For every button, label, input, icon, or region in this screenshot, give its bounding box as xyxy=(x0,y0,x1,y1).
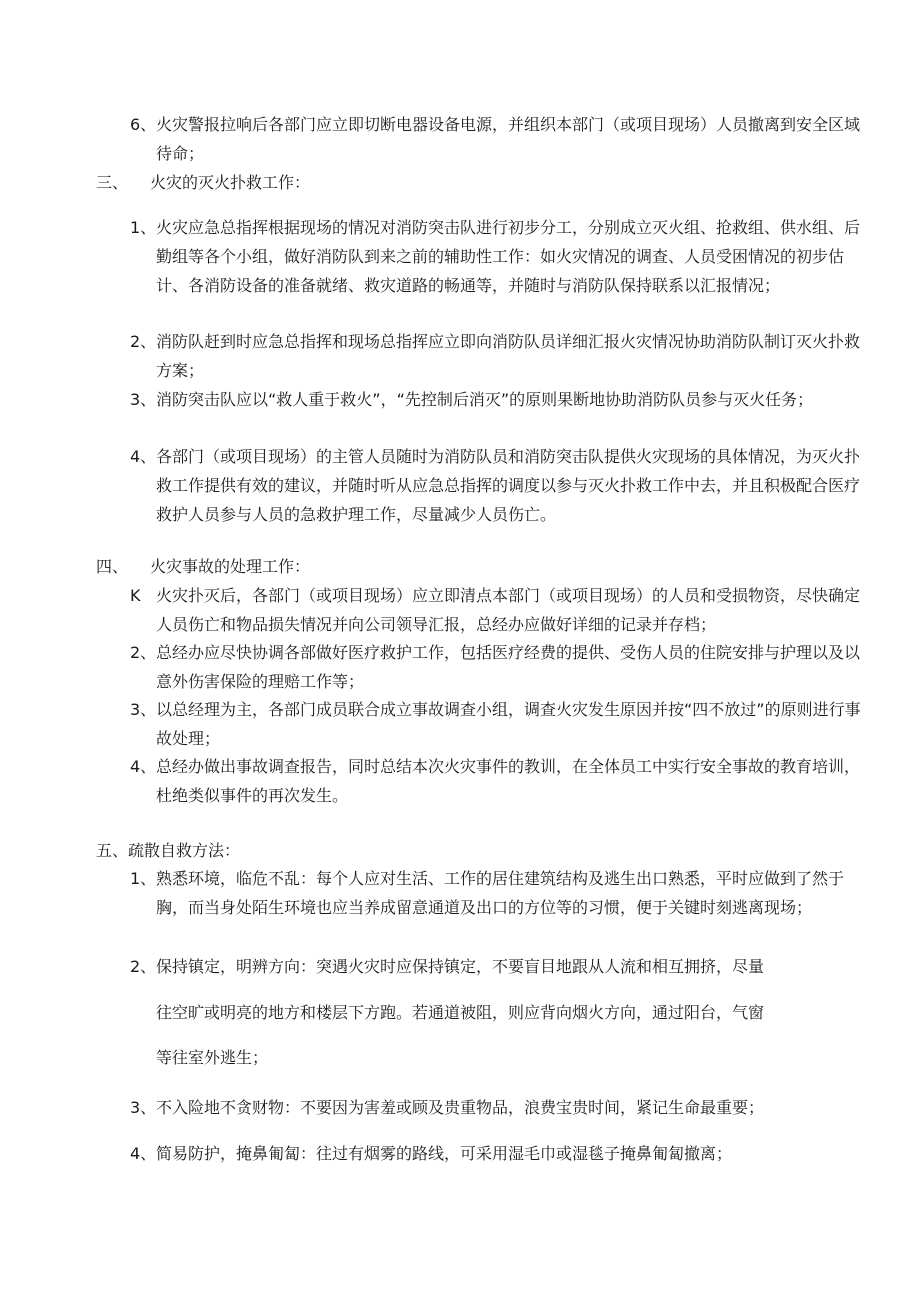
item-number: 4、 xyxy=(130,757,157,776)
section-title: 火灾事故的处理工作： xyxy=(150,557,311,576)
item-number: 2、 xyxy=(130,332,157,351)
item-text-line-1: 保持镇定，明辨方向：突遇火灾时应保持镇定，不要盲目地跟从人流和相互拥挤，尽量 xyxy=(156,957,765,976)
list-item-s3-1 xyxy=(130,213,866,300)
item-text-line-2: 往空旷或明亮的地方和楼层下方跑。若通道被阻，则应背向烟火方向，通过阳台，气窗 xyxy=(156,1003,765,1022)
item-number: 4、 xyxy=(130,1144,157,1163)
item-text: 不入险地不贪财物：不要因为害羞或顾及贵重物品，浪费宝贵时间，紧记生命最重要； xyxy=(156,1098,765,1117)
item-text: 以总经理为主，各部门成员联合成立事故调查小组，调查火灾发生原因并按“四不放过”的原则进行事故处理； xyxy=(156,700,861,748)
item-number: 1、 xyxy=(130,869,157,888)
item-text: 火灾扑灭后，各部门（或项目现场）应立即清点本部门（或项目现场）的人员和受损物资，尽快确定人员伤亡和物品损失情况并向公司领导汇报，总经办应做好详细的记录并存档； xyxy=(156,586,861,634)
section-number: 四、 xyxy=(96,557,129,576)
section-title: 五、疏散自救方法： xyxy=(96,841,241,860)
item-number: 3、 xyxy=(130,390,157,409)
list-item-s5-3 xyxy=(130,1093,866,1122)
section-number: 三、 xyxy=(96,173,129,192)
item-text: 火灾警报拉响后各部门应立即切断电器设备电源，并组织本部门（或项目现场）人员撤离到安全区域待命； xyxy=(156,115,861,163)
section-heading-3 xyxy=(96,168,310,197)
section-heading-4 xyxy=(96,552,310,581)
item-number: 2、 xyxy=(130,643,157,662)
item-number: 4、 xyxy=(130,447,157,466)
list-item-s5-4 xyxy=(130,1139,866,1168)
item-number: 6、 xyxy=(130,115,157,134)
item-number: 2、 xyxy=(130,957,157,976)
item-number: 3、 xyxy=(130,700,157,719)
item-number: K xyxy=(130,586,141,605)
item-text: 熟悉环境，临危不乱：每个人应对生活、工作的居住建筑结构及逃生出口熟悉，平时应做到了然于胸，而当身处陌生环境也应当养成留意通道及出口的方位等的习惯，便于关键时刻逃离现场； xyxy=(156,869,845,917)
list-item-s4-3 xyxy=(130,695,866,753)
list-item-s5-2 xyxy=(130,952,866,981)
section-title: 火灾的灭火扑救工作： xyxy=(150,173,311,192)
item-text: 总经办做出事故调查报告，同时总结本次火灾事件的教训，在全体员工中实行安全事故的教育培训，杜绝类似事件的再次发生。 xyxy=(156,757,861,805)
list-item-s3-3 xyxy=(130,385,866,414)
item-text: 总经办应尽快协调各部做好医疗救护工作，包括医疗经费的提供、受伤人员的住院安排与护理以及以意外伤害保险的理赔工作等； xyxy=(156,643,861,691)
item-text: 简易防护，掩鼻匍匐：往过有烟雾的路线，可采用湿毛巾或湿毯子掩鼻匍匐撤离； xyxy=(156,1144,733,1163)
item-text: 消防队赶到时应急总指挥和现场总指挥应立即向消防队员详细汇报火灾情况协助消防队制订灭火扑救方案； xyxy=(156,332,861,380)
item-text: 消防突击队应以“救人重于救火”，“先控制后消灭”的原则果断地协助消防队员参与灭火任务； xyxy=(156,390,814,409)
item-number: 3、 xyxy=(130,1098,157,1117)
list-item-s4-4 xyxy=(130,752,866,810)
item-number: 1、 xyxy=(130,218,157,237)
item-text: 火灾应急总指挥根据现场的情况对消防突击队进行初步分工，分别成立灭火组、抢救组、供水组、后勤组等各个小组，做好消防队到来之前的辅助性工作：如火灾情况的调查、人员受困情况的初步估计、各消防设备的准备就绪、救灾道路的畅通等，并随时与消防队保持联系以汇报情况； xyxy=(156,218,861,295)
item-text-line-3: 等往室外逃生； xyxy=(156,1048,269,1067)
list-item-s3-4 xyxy=(130,442,866,529)
section-heading-5 xyxy=(96,836,240,865)
list-item-s4-1 xyxy=(130,581,866,639)
list-item-s2-6 xyxy=(130,110,866,168)
list-item-s5-1 xyxy=(130,864,866,922)
list-item-s3-2 xyxy=(130,327,866,385)
item-text: 各部门（或项目现场）的主管人员随时为消防队员和消防突击队提供火灾现场的具体情况，为灭火扑救工作提供有效的建议，并随时听从应急总指挥的调度以参与灭火扑救工作中去，并且积极配合医疗救护人员参与人员的急救护理工作，尽量减少人员伤亡。 xyxy=(156,447,861,524)
list-item-s4-2 xyxy=(130,638,866,696)
